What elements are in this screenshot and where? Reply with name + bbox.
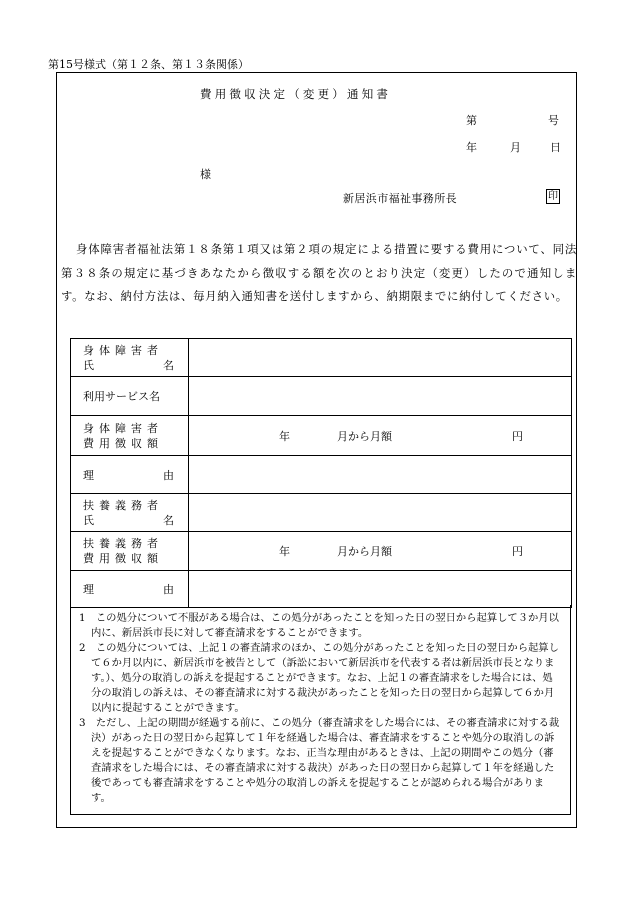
date-day-label: 日 — [550, 141, 561, 154]
sender-name: 新居浜市福祉事務所長 — [343, 192, 457, 205]
guardian-fee-field[interactable] — [189, 532, 572, 571]
guardian-name-field[interactable] — [189, 494, 572, 532]
label-char: 名 — [163, 513, 174, 527]
monthly-from-label: 月から月額 — [337, 545, 392, 558]
number-suffix: 号 — [548, 114, 559, 127]
yen-label: 円 — [512, 429, 523, 443]
disabled-person-name-field[interactable] — [189, 339, 572, 377]
note-item: 2 この処分については、上記１の審査請求のほか、この処分があったことを知った日の翌日から起算して６か月以内に、新居浜市を被告として（訴訟において新居浜市を代表する者は新居浜市長となります。）、処分の取消しの訴えを提起することができます。なお、上記１の審査請求をした場合には、処分の取消しの訴えは、その審査請求に対する裁決があったことを知った日の翌日から起算して６か月以内に提起することができます。 — [79, 642, 559, 714]
disabled-person-name-label — [71, 339, 189, 377]
addressee-suffix: 様 — [200, 168, 211, 181]
reason-field[interactable] — [189, 456, 572, 494]
table-row — [71, 416, 572, 456]
note-item: 3 ただし、上記の期間が経過する前に、この処分（審査請求をした場合には、その審査請求に対する裁決）があった日の翌日から起算して１年を経過した場合は、審査請求をすることや処分の取消しの訴えを提起することができなくなります。なお、正当な理由があるときは、上記の期間やこの処分（審査請求をした場合には、その審査請求に対する裁決）があった日の翌日から起算して１年を経過した後であっても審査請求をすることや処分の取消しの訴えを提起することが認められる場合があります。 — [79, 717, 560, 804]
table-row — [71, 532, 572, 571]
fee-table — [70, 338, 572, 608]
label-char: 氏 — [83, 358, 94, 372]
table-row — [71, 456, 572, 494]
reason-field[interactable] — [189, 571, 572, 608]
seal-stamp: 印 — [548, 191, 558, 202]
service-name-field[interactable] — [189, 377, 572, 416]
table-row — [71, 494, 572, 532]
label-line: 扶養義務者 — [83, 537, 163, 550]
service-name-label: 利用サービス名 — [71, 377, 189, 416]
label-line: 扶養義務者 — [83, 498, 163, 512]
appeal-notes — [70, 605, 571, 815]
table-row — [71, 571, 572, 608]
label-char: 氏 — [83, 513, 94, 527]
label-line: 身体障害者 — [83, 421, 163, 435]
year-label: 年 — [279, 545, 290, 558]
yen-label: 円 — [512, 545, 523, 558]
guardian-fee-label — [71, 532, 189, 571]
disabled-person-fee-label — [71, 416, 189, 456]
guardian-name-label — [71, 494, 189, 532]
label-char: 名 — [163, 358, 174, 372]
reason-label: 理 由 — [71, 456, 189, 494]
monthly-from-label: 月から月額 — [337, 429, 392, 443]
date-month-label: 月 — [510, 141, 521, 154]
form-number: 第15号様式（第１２条、第１３条関係） — [48, 58, 249, 71]
table-row — [71, 377, 572, 416]
disabled-person-fee-field[interactable] — [189, 416, 572, 456]
document-title: 費用徴収決定（変更）通知書 — [200, 87, 392, 101]
table-row — [71, 339, 572, 377]
label-line: 費用徴収額 — [83, 436, 163, 450]
notice-body: 身体障害者福祉法第１８条第１項又は第２項の規定による措置に要する費用について、同法第３８条の規定に基づきあなたから徴収する額を次のとおり決定（変更）したので通知します。なお、納付方法は、毎月納入通知書を送付しますから、納期限までに納付してください。 — [61, 242, 577, 303]
label-line: 身体障害者 — [83, 343, 163, 357]
year-label: 年 — [279, 429, 290, 443]
reason-label: 理 由 — [71, 571, 189, 608]
note-item: 1 この処分について不服がある場合は、この処分があったことを知った日の翌日から起算して３か月以内に、新居浜市長に対して審査請求をすることができます。 — [79, 612, 559, 639]
number-prefix: 第 — [466, 114, 477, 127]
date-year-label: 年 — [466, 141, 477, 154]
label-line: 費用徴収額 — [83, 552, 163, 565]
